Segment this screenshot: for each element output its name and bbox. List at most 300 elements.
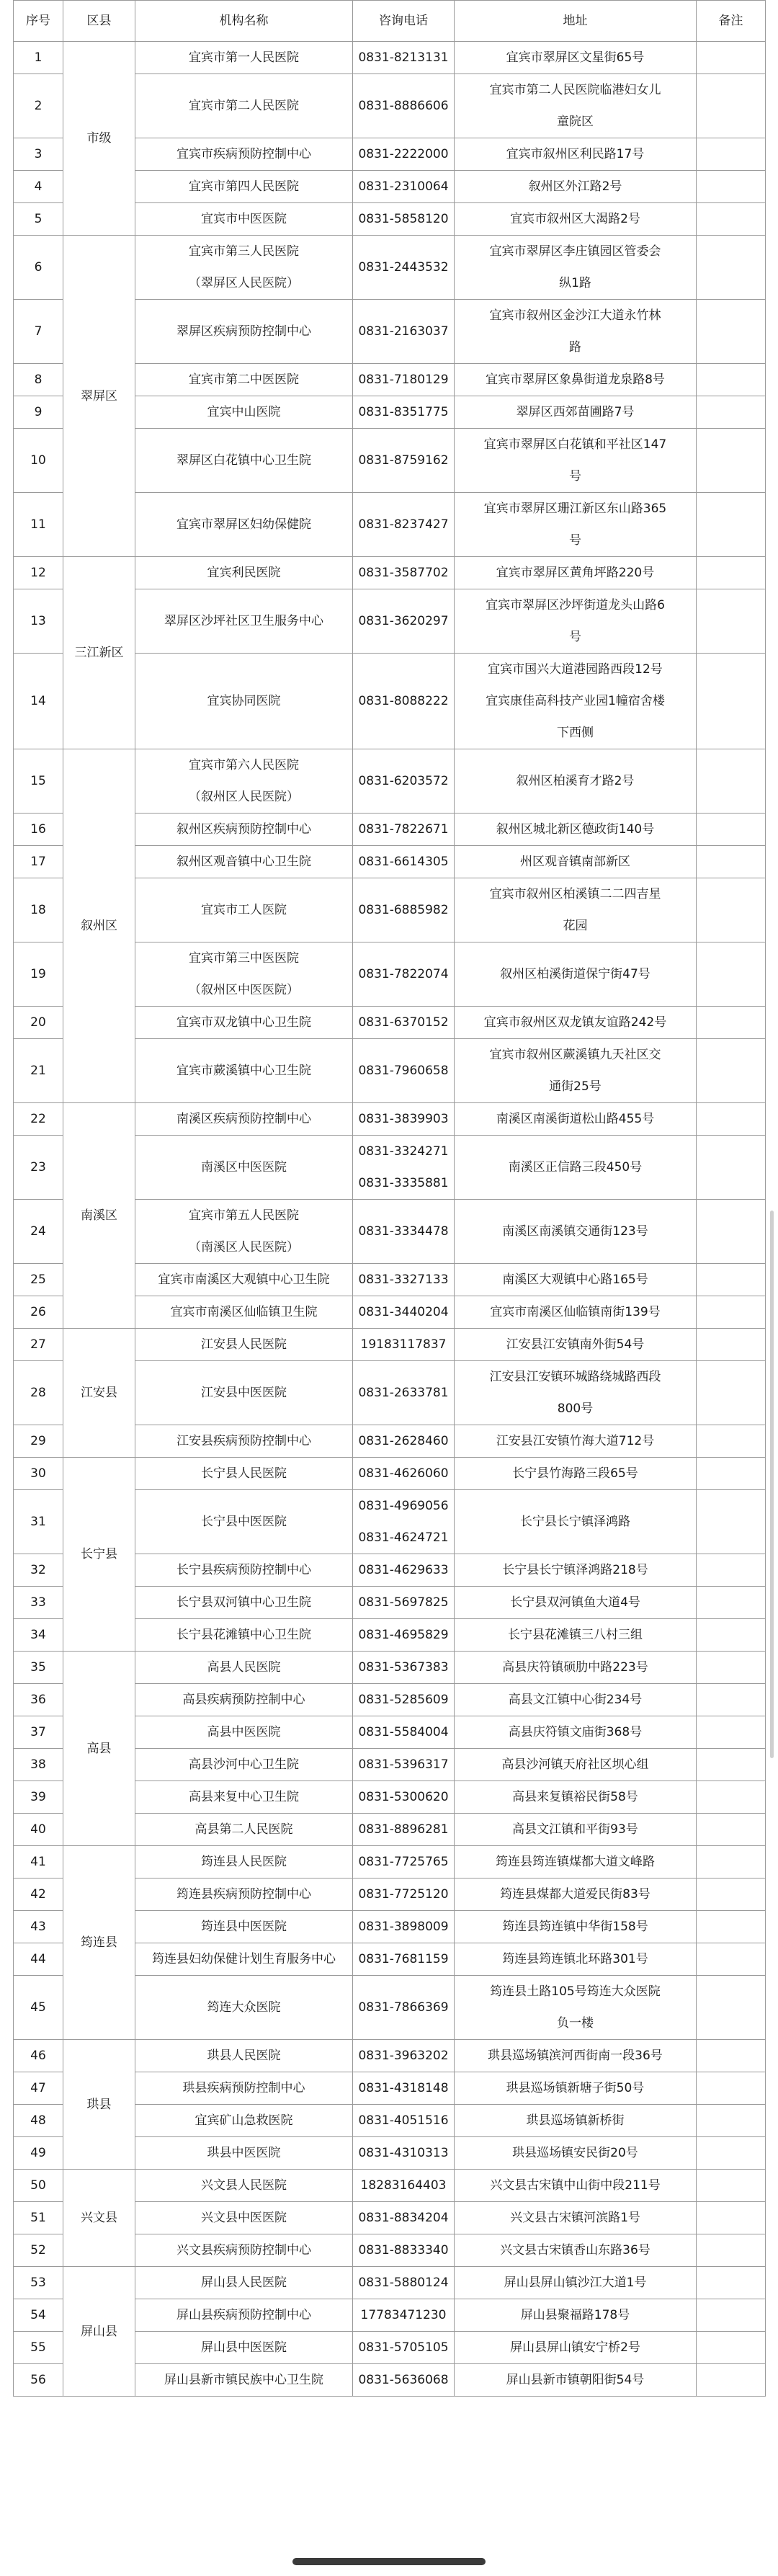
serial-cell: 11 <box>14 493 63 557</box>
remark-cell <box>697 1007 766 1039</box>
phone-cell <box>353 1878 455 1911</box>
remark-cell <box>697 2299 766 2332</box>
phone-cell <box>353 2105 455 2137</box>
institution-cell <box>135 1425 353 1458</box>
address-cell-line: 宜宾市叙州区蕨溪镇九天社区交 <box>489 1048 661 1062</box>
institution-cell <box>135 1684 353 1716</box>
address-cell <box>455 1264 697 1296</box>
phone-cell-line: 0831-3839903 <box>358 1112 449 1126</box>
home-indicator[interactable] <box>292 2558 486 2565</box>
remark-cell <box>697 171 766 203</box>
phone-cell <box>353 1361 455 1425</box>
institution-cell-line: 江安县人民医院 <box>201 1337 287 1352</box>
institution-cell <box>135 2040 353 2072</box>
institution-cell <box>135 1619 353 1652</box>
address-cell <box>455 1136 697 1200</box>
address-cell-line: 江安县江安镇环城路绕城路西段 <box>489 1370 661 1384</box>
serial-cell: 52 <box>14 2234 63 2267</box>
serial-cell: 18 <box>14 878 63 942</box>
serial-cell: 2 <box>14 74 63 138</box>
remark-cell <box>697 878 766 942</box>
phone-cell-line: 0831-8213131 <box>358 50 449 65</box>
phone-cell-line: 0831-4051516 <box>358 2113 449 2128</box>
address-cell <box>455 2364 697 2397</box>
address-cell <box>455 1976 697 2040</box>
institution-cell-line: 高县中医医院 <box>207 1725 281 1739</box>
address-cell-line: 筠连县土路105号筠连大众医院 <box>490 1984 661 1999</box>
phone-cell <box>353 1425 455 1458</box>
serial-cell: 51 <box>14 2202 63 2234</box>
institution-cell-line: 南溪区中医医院 <box>201 1160 287 1175</box>
address-cell-line: 叙州区柏溪街道保宁街47号 <box>500 967 650 981</box>
institution-cell <box>135 749 353 814</box>
address-cell <box>455 429 697 493</box>
serial-cell: 28 <box>14 1361 63 1425</box>
district-cell: 屏山县 <box>63 2267 135 2397</box>
institution-cell <box>135 1587 353 1619</box>
address-cell-line: 南溪区大观镇中心路165号 <box>502 1273 648 1287</box>
serial-cell: 6 <box>14 236 63 300</box>
serial-cell: 26 <box>14 1296 63 1329</box>
institution-cell <box>135 1490 353 1554</box>
institution-cell <box>135 2170 353 2202</box>
remark-cell <box>697 1554 766 1587</box>
institution-cell-line: 翠屏区白花镇中心卫生院 <box>176 453 311 468</box>
phone-cell-line: 0831-4629633 <box>358 1563 449 1577</box>
remark-cell <box>697 1587 766 1619</box>
address-cell <box>455 1619 697 1652</box>
phone-cell-line: 0831-2163037 <box>358 324 449 339</box>
remark-cell <box>697 1200 766 1264</box>
district-cell: 长宁县 <box>63 1458 135 1652</box>
serial-cell: 33 <box>14 1587 63 1619</box>
phone-cell-line: 0831-2443532 <box>358 260 449 275</box>
phone-cell <box>353 42 455 74</box>
table-row <box>14 557 766 589</box>
address-cell-line: 纵1路 <box>559 276 591 290</box>
phone-cell-line: 0831-3324271 <box>358 1144 449 1159</box>
institution-cell-line: 宜宾市蕨溪镇中心卫生院 <box>176 1064 311 1078</box>
district-cell: 三江新区 <box>63 557 135 749</box>
address-cell <box>455 300 697 364</box>
serial-cell: 46 <box>14 2040 63 2072</box>
remark-cell <box>697 589 766 654</box>
serial-cell: 23 <box>14 1136 63 1200</box>
serial-cell: 8 <box>14 364 63 396</box>
institution-cell-line: 筠连县疾病预防控制中心 <box>176 1887 311 1902</box>
institution-cell <box>135 589 353 654</box>
remark-cell <box>697 396 766 429</box>
remark-cell <box>697 203 766 236</box>
address-cell-line: 800号 <box>557 1401 594 1416</box>
address-cell <box>455 2332 697 2364</box>
institution-cell-line: 珙县疾病预防控制中心 <box>182 2081 305 2095</box>
address-cell <box>455 2072 697 2105</box>
phone-cell <box>353 1749 455 1781</box>
address-cell-line: 宜宾市叙州区大渴路2号 <box>510 212 640 226</box>
phone-cell <box>353 2170 455 2202</box>
district-cell: 筠连县 <box>63 1846 135 2040</box>
address-cell-line: 筠连县筠连镇煤都大道文峰路 <box>496 1855 655 1869</box>
institution-cell <box>135 396 353 429</box>
address-cell <box>455 1814 697 1846</box>
phone-cell-line: 0831-3335881 <box>358 1176 449 1190</box>
serial-cell: 34 <box>14 1619 63 1652</box>
remark-cell <box>697 2137 766 2170</box>
table-row <box>14 1846 766 1878</box>
address-cell-line: 兴文县古宋镇中山街中段211号 <box>490 2178 661 2193</box>
table-header-row <box>14 1 766 42</box>
institution-cell-line: 高县沙河中心卫生院 <box>189 1757 299 1772</box>
phone-cell-line: 0831-8088222 <box>358 694 449 708</box>
phone-cell <box>353 1458 455 1490</box>
serial-cell: 44 <box>14 1943 63 1976</box>
address-cell <box>455 1587 697 1619</box>
address-cell <box>455 42 697 74</box>
institution-cell <box>135 1652 353 1684</box>
address-cell <box>455 2267 697 2299</box>
district-cell: 翠屏区 <box>63 236 135 557</box>
phone-cell <box>353 2299 455 2332</box>
address-cell <box>455 878 697 942</box>
institution-cell-line: 高县疾病预防控制中心 <box>182 1693 305 1707</box>
remark-cell <box>697 493 766 557</box>
remark-cell <box>697 814 766 846</box>
phone-cell <box>353 1264 455 1296</box>
phone-cell-line: 0831-5880124 <box>358 2276 449 2290</box>
phone-cell-line: 0831-3327133 <box>358 1273 449 1287</box>
serial-cell: 47 <box>14 2072 63 2105</box>
institution-cell <box>135 1361 353 1425</box>
phone-cell-line: 0831-5300620 <box>358 1790 449 1804</box>
phone-cell <box>353 589 455 654</box>
institution-cell <box>135 2105 353 2137</box>
remark-cell <box>697 2364 766 2397</box>
address-cell <box>455 203 697 236</box>
phone-cell-line: 0831-8886606 <box>358 99 449 113</box>
remark-cell <box>697 42 766 74</box>
address-cell-line: 号 <box>569 533 581 548</box>
institution-cell-line: 宜宾市第三人民医院 <box>189 244 299 259</box>
address-cell <box>455 654 697 749</box>
address-cell-line: 通街25号 <box>549 1079 602 1094</box>
address-cell <box>455 589 697 654</box>
address-cell-line: 宜宾市叙州区双龙镇友谊路242号 <box>483 1015 667 1030</box>
address-cell-line: 州区观音镇南部新区 <box>520 855 630 869</box>
institution-cell <box>135 1200 353 1264</box>
phone-cell <box>353 1911 455 1943</box>
remark-cell <box>697 1425 766 1458</box>
serial-cell: 15 <box>14 749 63 814</box>
institution-cell-line: 翠屏区疾病预防控制中心 <box>176 324 311 339</box>
phone-cell <box>353 1039 455 1103</box>
phone-cell <box>353 1619 455 1652</box>
institution-cell <box>135 42 353 74</box>
phone-cell <box>353 1587 455 1619</box>
hospital-table <box>13 0 766 2397</box>
address-cell-line: 长宁县双河镇鱼大道4号 <box>510 1595 640 1610</box>
serial-cell: 43 <box>14 1911 63 1943</box>
phone-cell-line: 0831-7725120 <box>358 1887 449 1902</box>
district-cell: 高县 <box>63 1652 135 1846</box>
address-cell-line: 屏山县屏山镇安宁桥2号 <box>510 2340 640 2355</box>
phone-cell-line: 0831-3587702 <box>358 566 449 580</box>
serial-cell: 30 <box>14 1458 63 1490</box>
address-cell <box>455 1749 697 1781</box>
institution-cell <box>135 2299 353 2332</box>
phone-cell <box>353 493 455 557</box>
address-cell <box>455 2137 697 2170</box>
phone-cell <box>353 1781 455 1814</box>
address-cell-line: 下西侧 <box>557 726 594 740</box>
institution-cell-line: 宜宾市中医医院 <box>201 212 287 226</box>
institution-cell-line: （叙州区人民医院） <box>189 790 299 804</box>
institution-cell-line: 筠连大众医院 <box>207 2000 281 2015</box>
phone-cell <box>353 1200 455 1264</box>
serial-cell: 27 <box>14 1329 63 1361</box>
address-cell-line: 宜宾市翠屏区白花镇和平社区147 <box>483 437 667 452</box>
serial-cell: 49 <box>14 2137 63 2170</box>
address-cell-line: 南溪区正信路三段450号 <box>508 1160 643 1175</box>
remark-cell <box>697 1103 766 1136</box>
phone-cell <box>353 1103 455 1136</box>
serial-cell: 12 <box>14 557 63 589</box>
phone-cell <box>353 942 455 1007</box>
serial-cell: 36 <box>14 1684 63 1716</box>
remark-cell <box>697 300 766 364</box>
address-cell-line: 叙州区城北新区德政街140号 <box>496 822 655 837</box>
phone-cell <box>353 846 455 878</box>
phone-cell <box>353 557 455 589</box>
address-cell-line: 筠连县筠连镇北环路301号 <box>502 1952 648 1966</box>
address-cell-line: 宜宾康佳高科技产业园1幢宿舍楼 <box>486 694 665 708</box>
institution-cell-line: 高县来复中心卫生院 <box>189 1790 299 1804</box>
phone-cell-line: 0831-2628460 <box>358 1434 449 1448</box>
scrollbar[interactable] <box>770 1211 774 1758</box>
address-cell-line: 花园 <box>563 919 588 933</box>
institution-cell-line: 高县第二人民医院 <box>194 1822 293 1837</box>
address-cell-line: 高县庆符镇文庙街368号 <box>508 1725 643 1739</box>
phone-cell <box>353 2332 455 2364</box>
address-cell <box>455 846 697 878</box>
address-cell <box>455 171 697 203</box>
address-cell <box>455 396 697 429</box>
institution-cell-line: 兴文县中医医院 <box>201 2211 287 2225</box>
institution-cell-line: 长宁县疾病预防控制中心 <box>176 1563 311 1577</box>
phone-cell <box>353 1943 455 1976</box>
phone-cell <box>353 171 455 203</box>
phone-cell-line: 0831-5636068 <box>358 2373 449 2387</box>
district-cell: 市级 <box>63 42 135 236</box>
remark-cell <box>697 1490 766 1554</box>
address-cell <box>455 2105 697 2137</box>
institution-cell-line: 宜宾市双龙镇中心卫生院 <box>176 1015 311 1030</box>
phone-cell-line: 0831-8351775 <box>358 405 449 419</box>
address-cell-line: 号 <box>569 630 581 644</box>
address-cell <box>455 749 697 814</box>
address-cell-line: 筠连县煤都大道爱民街83号 <box>500 1887 650 1902</box>
phone-cell <box>353 2364 455 2397</box>
address-cell <box>455 1425 697 1458</box>
institution-cell <box>135 654 353 749</box>
address-cell-line: 兴文县古宋镇香山东路36号 <box>500 2243 650 2258</box>
address-cell <box>455 2170 697 2202</box>
remark-cell <box>697 1976 766 2040</box>
address-cell <box>455 1007 697 1039</box>
institution-cell-line: （翠屏区人民医院） <box>189 276 299 290</box>
serial-cell: 40 <box>14 1814 63 1846</box>
address-cell <box>455 942 697 1007</box>
remark-cell <box>697 429 766 493</box>
institution-cell-line: 屏山县新市镇民族中心卫生院 <box>164 2373 323 2387</box>
phone-cell-line: 0831-7822074 <box>358 967 449 981</box>
institution-cell <box>135 236 353 300</box>
phone-cell-line: 0831-8833340 <box>358 2243 449 2258</box>
district-cell: 叙州区 <box>63 749 135 1103</box>
address-cell <box>455 364 697 396</box>
remark-cell <box>697 1264 766 1296</box>
phone-cell-line: 0831-8759162 <box>358 453 449 468</box>
address-cell-line: 江安县江安镇南外街54号 <box>506 1337 645 1352</box>
address-cell-line: 童院区 <box>557 115 594 129</box>
phone-cell-line: 0831-7960658 <box>358 1064 449 1078</box>
address-cell <box>455 138 697 171</box>
phone-cell <box>353 74 455 138</box>
serial-cell: 24 <box>14 1200 63 1264</box>
address-cell-line: 长宁县长宁镇泽鸿路 <box>520 1515 630 1529</box>
address-cell-line: 宜宾市第二人民医院临港妇女儿 <box>489 83 661 97</box>
remark-cell <box>697 942 766 1007</box>
remark-cell <box>697 1361 766 1425</box>
address-cell-line: 高县庆符镇硕肋中路223号 <box>502 1660 648 1675</box>
address-cell <box>455 236 697 300</box>
serial-cell: 21 <box>14 1039 63 1103</box>
institution-cell <box>135 1878 353 1911</box>
remark-cell <box>697 2332 766 2364</box>
serial-cell: 9 <box>14 396 63 429</box>
serial-cell: 7 <box>14 300 63 364</box>
address-cell-line: 珙县巡场镇安民街20号 <box>512 2146 638 2160</box>
phone-cell <box>353 2202 455 2234</box>
serial-cell: 4 <box>14 171 63 203</box>
address-cell-line: 宜宾市翠屏区珊江新区东山路365 <box>483 502 667 516</box>
serial-cell: 19 <box>14 942 63 1007</box>
address-cell-line: 高县来复镇裕民街58号 <box>512 1790 638 1804</box>
institution-cell-line: 屏山县人民医院 <box>201 2276 287 2290</box>
serial-cell: 1 <box>14 42 63 74</box>
phone-cell-line: 18283164403 <box>360 2178 447 2193</box>
phone-cell-line: 0831-3898009 <box>358 1920 449 1934</box>
institution-cell <box>135 138 353 171</box>
phone-cell-line: 0831-4626060 <box>358 1466 449 1481</box>
serial-cell: 41 <box>14 1846 63 1878</box>
address-cell <box>455 1716 697 1749</box>
serial-cell: 13 <box>14 589 63 654</box>
institution-cell-line: 宜宾市疾病预防控制中心 <box>176 147 311 161</box>
address-cell-line: 宜宾市翠屏区象鼻街道龙泉路8号 <box>486 373 665 387</box>
institution-cell <box>135 203 353 236</box>
remark-cell <box>697 2105 766 2137</box>
serial-cell: 54 <box>14 2299 63 2332</box>
address-cell <box>455 1490 697 1554</box>
phone-cell <box>353 300 455 364</box>
address-cell <box>455 493 697 557</box>
phone-cell-line: 0831-7866369 <box>358 2000 449 2015</box>
institution-cell <box>135 364 353 396</box>
phone-cell-line: 0831-4310313 <box>358 2146 449 2160</box>
institution-cell-line: （南溪区人民医院） <box>189 1240 299 1254</box>
remark-cell <box>697 2040 766 2072</box>
address-cell-line: 屏山县聚福路178号 <box>520 2308 630 2322</box>
institution-cell-line: 南溪区疾病预防控制中心 <box>176 1112 311 1126</box>
serial-cell: 10 <box>14 429 63 493</box>
serial-cell: 53 <box>14 2267 63 2299</box>
phone-cell <box>353 814 455 846</box>
address-cell <box>455 1296 697 1329</box>
institution-cell <box>135 1039 353 1103</box>
address-cell-line: 珙县巡场镇新桥街 <box>526 2113 625 2128</box>
address-cell-line: 珙县巡场镇新塘子街50号 <box>506 2081 645 2095</box>
institution-cell-line: 宜宾市第一人民医院 <box>189 50 299 65</box>
phone-cell <box>353 236 455 300</box>
district-cell: 江安县 <box>63 1329 135 1458</box>
address-cell-line: 长宁县竹海路三段65号 <box>512 1466 638 1481</box>
phone-cell <box>353 2040 455 2072</box>
institution-cell-line: 宜宾市第二人民医院 <box>189 99 299 113</box>
remark-cell <box>697 2267 766 2299</box>
remark-cell <box>697 1684 766 1716</box>
address-cell-line: 长宁县花滩镇三八村三组 <box>508 1628 643 1642</box>
address-cell <box>455 1458 697 1490</box>
phone-cell-line: 0831-7822671 <box>358 822 449 837</box>
institution-cell <box>135 878 353 942</box>
institution-cell <box>135 2137 353 2170</box>
institution-cell-line: 叙州区疾病预防控制中心 <box>176 822 311 837</box>
remark-cell <box>697 1749 766 1781</box>
address-cell <box>455 1103 697 1136</box>
institution-cell-line: 筠连县人民医院 <box>201 1855 287 1869</box>
institution-cell <box>135 1716 353 1749</box>
institution-cell-line: 珙县人民医院 <box>207 2049 281 2063</box>
institution-cell-line: 筠连县中医医院 <box>201 1920 287 1934</box>
phone-cell <box>353 2072 455 2105</box>
phone-cell <box>353 1490 455 1554</box>
district-cell: 南溪区 <box>63 1103 135 1329</box>
phone-cell-line: 0831-8896281 <box>358 1822 449 1837</box>
remark-cell <box>697 1458 766 1490</box>
address-cell <box>455 1846 697 1878</box>
phone-cell <box>353 1296 455 1329</box>
institution-cell-line: 叙州区观音镇中心卫生院 <box>176 855 311 869</box>
phone-cell-line: 0831-3440204 <box>358 1305 449 1319</box>
phone-cell-line: 0831-6370152 <box>358 1015 449 1030</box>
institution-cell <box>135 2267 353 2299</box>
phone-cell <box>353 1684 455 1716</box>
institution-cell-line: 江安县疾病预防控制中心 <box>176 1434 311 1448</box>
institution-cell <box>135 493 353 557</box>
phone-cell-line: 0831-4624721 <box>358 1530 449 1545</box>
table-row <box>14 1652 766 1684</box>
address-cell <box>455 2234 697 2267</box>
serial-cell: 39 <box>14 1781 63 1814</box>
institution-cell-line: 长宁县双河镇中心卫生院 <box>176 1595 311 1610</box>
address-cell-line: 高县文江镇中心街234号 <box>508 1693 643 1707</box>
address-cell-line: 南溪区南溪镇交通街123号 <box>502 1224 648 1239</box>
address-cell-line: 宜宾市翠屏区文星街65号 <box>506 50 645 65</box>
remark-cell <box>697 1943 766 1976</box>
header-institution: 机构名称 <box>135 1 353 42</box>
address-cell <box>455 557 697 589</box>
